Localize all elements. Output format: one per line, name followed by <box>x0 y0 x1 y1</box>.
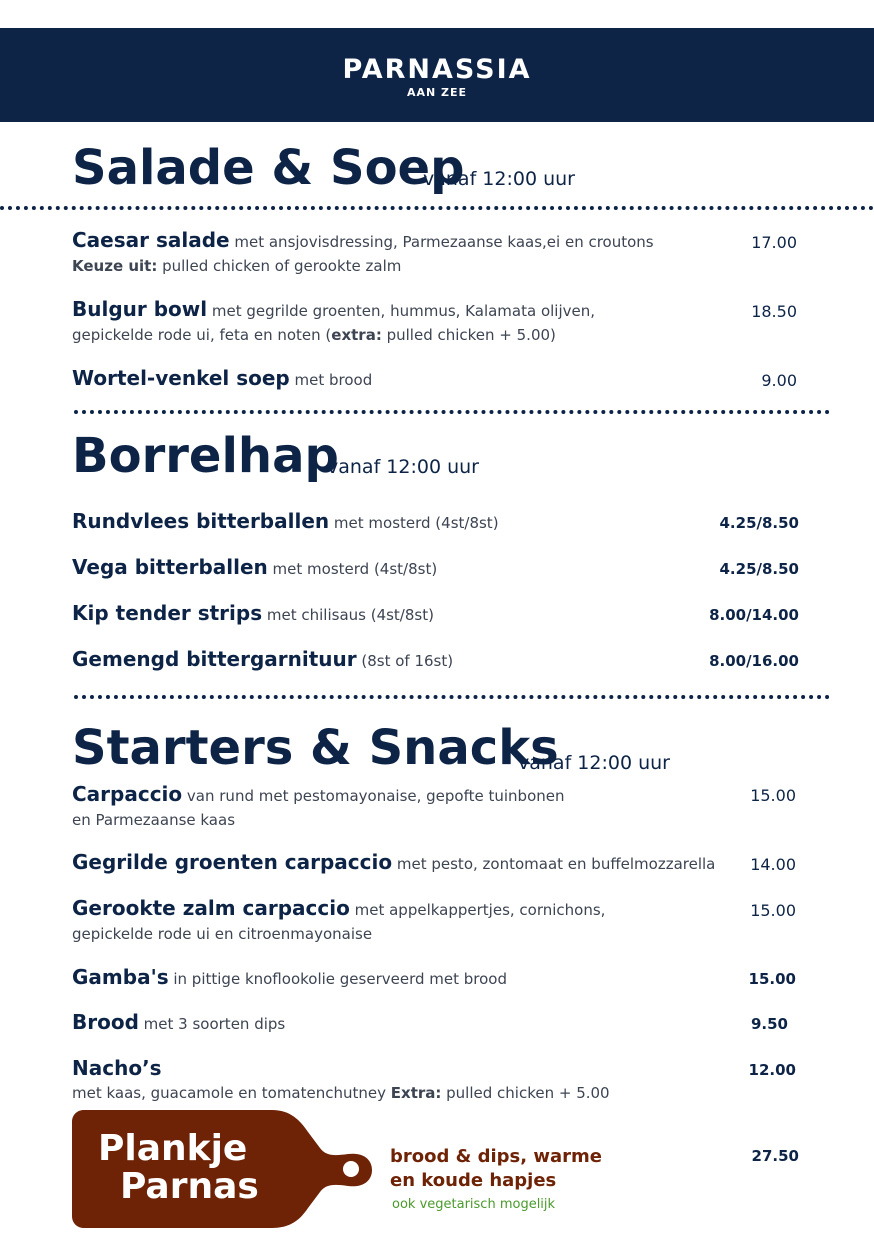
item-name: Brood <box>72 1010 139 1034</box>
section-title-salade: Salade & Soep <box>72 140 465 196</box>
menu-item <box>72 783 565 832</box>
item-price: 15.00 <box>750 901 796 920</box>
item-desc: met ansjovisdressing, Parmezaanse kaas,ei en croutons <box>229 233 654 251</box>
item-name: Kip tender strips <box>72 601 263 625</box>
item-name: Bulgur bowl <box>72 297 208 321</box>
plankje-desc-line2: en koude hapjes <box>390 1170 557 1191</box>
item-name: Wortel-venkel soep <box>72 366 290 390</box>
item-price: 15.00 <box>748 970 796 988</box>
item-price: 9.50 <box>750 1015 788 1033</box>
menu-item <box>72 602 434 627</box>
menu-item <box>72 966 507 991</box>
item-desc: van rund met pestomayonaise, gepofte tuinbonen <box>182 787 565 805</box>
item-name: Carpaccio <box>72 782 183 806</box>
item-desc-3: pulled chicken + 5.00) <box>381 326 556 344</box>
dotted-divider <box>74 410 830 414</box>
item-desc-2: pulled chicken of gerookte zalm <box>157 257 402 275</box>
header-banner <box>0 28 874 122</box>
menu-item <box>72 648 453 673</box>
item-name: Gemengd bittergarnituur <box>72 647 357 671</box>
item-desc-2: gepickelde rode ui, feta en noten ( <box>72 326 332 344</box>
item-price: 4.25/8.50 <box>719 560 799 578</box>
item-desc: met 3 soorten dips <box>138 1015 286 1033</box>
item-price: 14.00 <box>750 855 796 874</box>
item-desc: met chilisaus (4st/8st) <box>262 606 434 624</box>
item-price: 8.00/14.00 <box>709 606 799 624</box>
plankje-price: 27.50 <box>751 1147 799 1165</box>
item-desc-2: en Parmezaanse kaas <box>72 811 236 829</box>
item-price: 15.00 <box>750 786 796 805</box>
item-price: 9.00 <box>761 371 797 390</box>
menu-item <box>72 1057 610 1105</box>
section-time-borrelhap: vanaf 12:00 uur <box>327 456 479 478</box>
item-price: 4.25/8.50 <box>719 514 799 532</box>
item-name: Nacho’s <box>72 1056 162 1080</box>
item-desc: met gegrilde groenten, hummus, Kalamata olijven, <box>207 302 596 320</box>
menu-item <box>72 556 437 581</box>
plankje-title-line2: Parnas <box>120 1166 259 1207</box>
menu-item <box>72 897 605 946</box>
brand-name: PARNASSIA <box>342 54 532 85</box>
item-desc: met pesto, zontomaat en buffelmozzarella <box>392 855 716 873</box>
menu-item <box>72 298 595 347</box>
item-desc: met mosterd (4st/8st) <box>329 514 499 532</box>
plankje-desc-line1: brood & dips, warme <box>390 1146 602 1167</box>
item-desc: (8st of 16st) <box>356 652 454 670</box>
menu-item <box>72 229 654 278</box>
plankje-note: ook vegetarisch mogelijk <box>392 1197 556 1212</box>
dotted-divider <box>0 206 874 210</box>
plankje-title-line1: Plankje <box>98 1128 248 1169</box>
item-name: Rundvlees bitterballen <box>72 509 330 533</box>
item-name: Gegrilde groenten carpaccio <box>72 850 393 874</box>
item-key: Extra: <box>390 1084 442 1102</box>
menu-item <box>72 1011 285 1036</box>
brand-subtitle: AAN ZEE <box>406 86 468 99</box>
menu-item <box>72 510 499 535</box>
item-price: 18.50 <box>751 302 797 321</box>
item-desc: met kaas, guacamole en tomatenchutney <box>72 1084 391 1102</box>
menu-item <box>72 851 715 876</box>
section-time-salade: vanaf 12:00 uur <box>423 168 575 190</box>
section-title-starters: Starters & Snacks <box>72 720 559 776</box>
item-desc-2: gepickelde rode ui en citroenmayonaise <box>72 925 373 943</box>
item-price: 17.00 <box>751 233 797 252</box>
section-time-starters: vanaf 12:00 uur <box>518 752 670 774</box>
section-title-borrelhap: Borrelhap <box>72 428 339 484</box>
dotted-divider <box>74 695 830 699</box>
item-name: Caesar salade <box>72 228 230 252</box>
item-desc: in pittige knoflookolie geserveerd met brood <box>168 970 507 988</box>
item-name: Gerookte zalm carpaccio <box>72 896 350 920</box>
item-price: 12.00 <box>748 1061 796 1079</box>
item-desc: met mosterd (4st/8st) <box>267 560 438 578</box>
item-desc: met appelkappertjes, cornichons, <box>349 901 606 919</box>
item-name: Vega bitterballen <box>72 555 268 579</box>
item-desc-2: pulled chicken + 5.00 <box>441 1084 610 1102</box>
menu-item <box>72 367 372 392</box>
item-desc: met brood <box>289 371 373 389</box>
item-name: Gamba's <box>72 965 169 989</box>
item-key: extra: <box>331 326 382 344</box>
item-key: Keuze uit: <box>72 257 158 275</box>
item-price: 8.00/16.00 <box>709 652 799 670</box>
